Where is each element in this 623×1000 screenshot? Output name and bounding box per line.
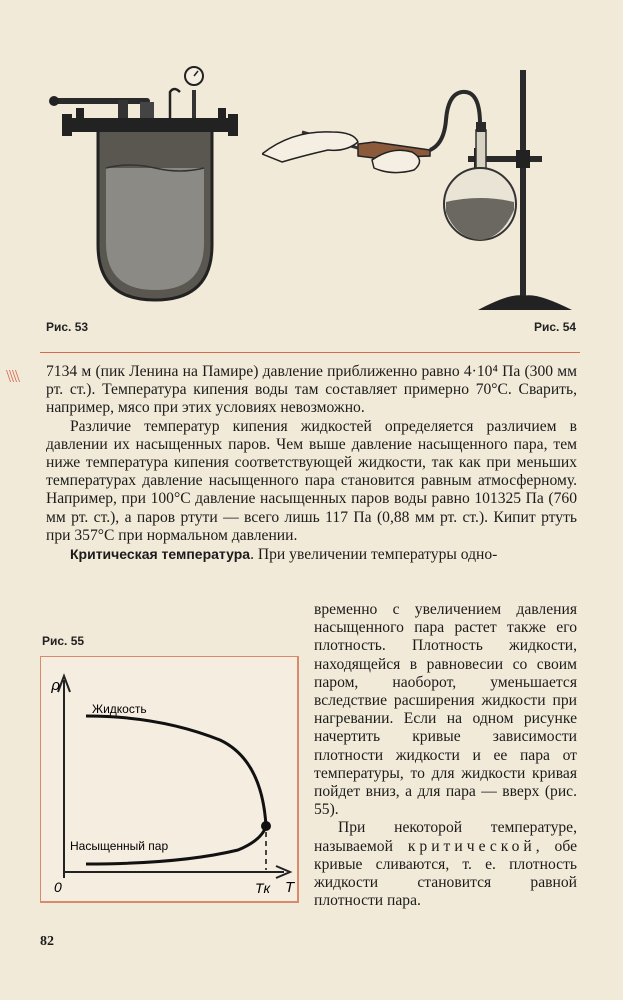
figure-divider-rule [40, 352, 580, 353]
paragraph-3-rest: временно с увеличением давления насыщенного пара растет также его плотность. Плотность жидкости, находящейся в равновесии со своим паром, наоборот, уменьшается вследствие расширения жидкости при нагревании. Если на одном рисунке начертить кривые зависимости плотности жидкости и ее пара от температуры, то для жидкости кривая пойдет вниз, а для пара — вверх (рис. 55). [314, 601, 577, 819]
page-number: 82 [40, 934, 54, 949]
critical-point [261, 821, 271, 831]
right-column-text [314, 601, 577, 910]
main-text [46, 363, 577, 564]
figure-54-flask-stand [262, 60, 592, 320]
figure-54-caption: Рис. 54 [534, 320, 577, 334]
term-critical: критической [407, 837, 536, 855]
origin-label: 0 [54, 879, 62, 895]
figure-55-density-chart [40, 656, 300, 904]
paragraph-3-first-line [46, 545, 577, 564]
series-label-vapor: Насыщенный пар [70, 839, 169, 853]
series-label-liquid: Жидкость [92, 702, 147, 716]
section-heading: Критическая температура [70, 546, 251, 563]
paragraph-4-end: , обе кривые сливаются, т. е. плотность жидкости становится равной плотности пара. [314, 837, 578, 910]
chart-frame [40, 656, 298, 902]
critical-temp-label: Tк [255, 880, 271, 896]
figure-53-pressure-vessel [40, 60, 250, 320]
y-axis-label: ρ [51, 677, 60, 694]
margin-marks: \\\\ [6, 366, 19, 386]
paragraph-4-start: При некоторой температуре, называемой [314, 819, 577, 855]
paragraph-2: Различие температур кипения жидкостей определяется различием в давлении их насыщенных паров. Чем выше давление насыщенного пара, тем ниже температура кипения соответствующей жидкости, так как при меньших температурах давление насыщенного пара становится равным атмосферному. Например, при 100°C давление насыщенных паров воды равно 101325 Па (760 мм рт. ст.), а паров ртути — всего лишь 117 Па (0,88 мм рт. ст.). Кипит ртуть при 357°C при нормальном давлении. [46, 417, 577, 544]
figure-53-caption: Рис. 53 [46, 320, 89, 334]
figure-55-caption: Рис. 55 [42, 634, 85, 648]
paragraph-1: 7134 м (пик Ленина на Памире) давление приближенно равно 4·10⁴ Па (300 мм рт. ст.). Температура кипения воды там составляет примерно 70°C. Сварить, например, мясо при этих условиях невозможно. [46, 363, 577, 417]
paragraph-3-first: . При увеличении температуры одно- [250, 546, 498, 564]
x-axis-label: T [285, 879, 295, 896]
paragraph-4 [314, 819, 577, 910]
